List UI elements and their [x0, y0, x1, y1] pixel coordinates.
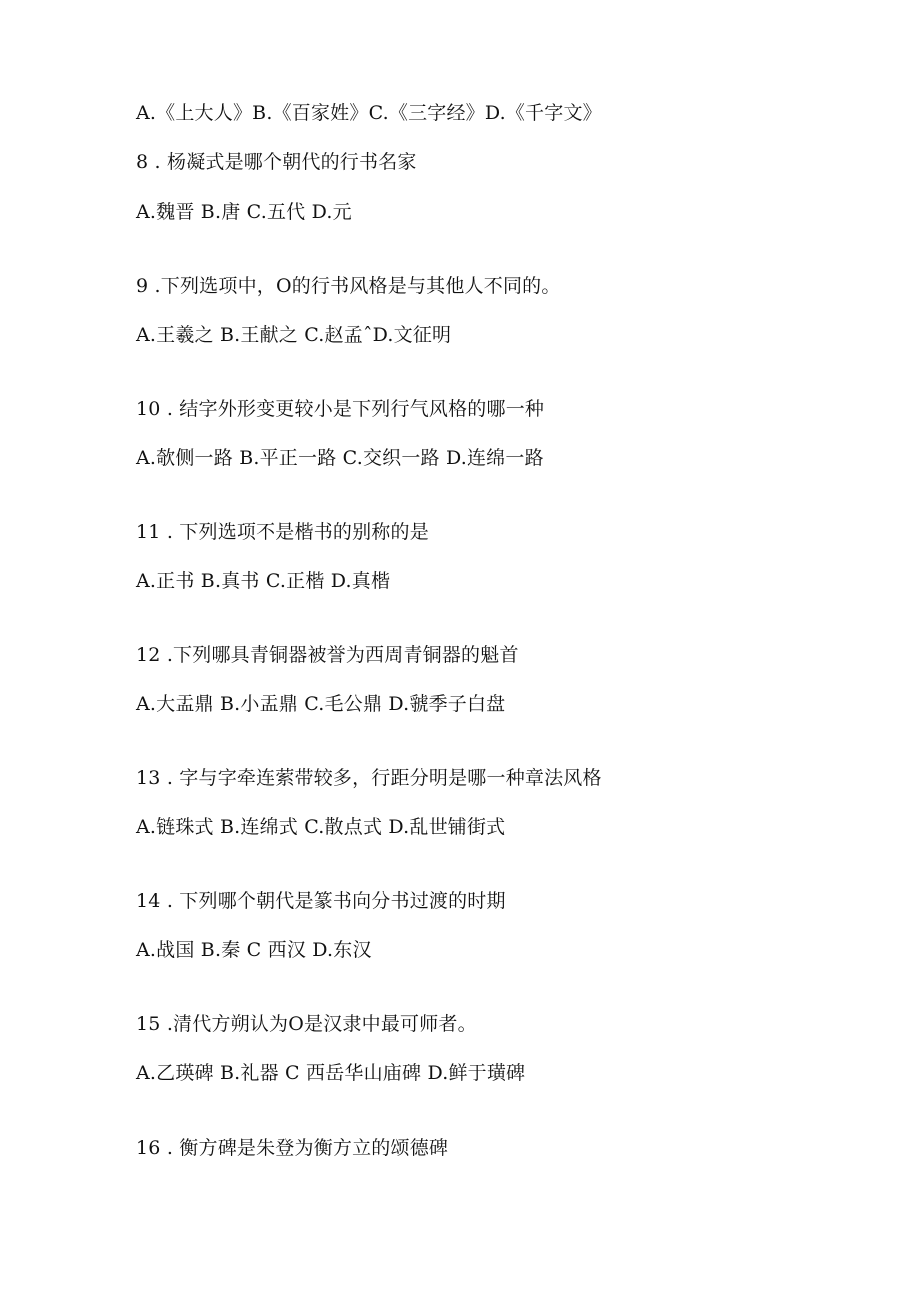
q15-question: 15 .清代方朔认为O是汉隶中最可师者。 — [136, 1013, 477, 1035]
q8-question: 8 . 杨凝式是哪个朝代的行书名家 — [136, 151, 417, 173]
q13-options: A.链珠式 B.连绵式 C.散点式 D.乱世铺街式 — [136, 816, 506, 838]
q14-options: A.战国 B.秦 C 西汉 D.东汉 — [136, 939, 372, 961]
q12-options: A.大盂鼎 B.小盂鼎 C.毛公鼎 D.虢季子白盘 — [136, 693, 506, 715]
q9-options: A.王羲之 B.王献之 C.赵孟ˆD.文征明 — [136, 324, 452, 346]
q11-question: 11 . 下列选项不是楷书的别称的是 — [136, 521, 429, 543]
q7-options: A.《上大人》B.《百家姓》C.《三字经》D.《千字文》 — [136, 102, 602, 124]
q10-question: 10 . 结字外形变更较小是下列行气风格的哪一种 — [136, 398, 545, 420]
q14-question: 14 . 下列哪个朝代是篆书向分书过渡的时期 — [136, 890, 506, 912]
q15-options: A.乙瑛碑 B.礼器 C 西岳华山庙碑 D.鲜于璜碑 — [136, 1062, 526, 1084]
q13-question: 13 . 字与字牵连萦带较多，行距分明是哪一种章法风格 — [136, 767, 602, 789]
q11-options: A.正书 B.真书 C.正楷 D.真楷 — [136, 570, 391, 592]
q9-question: 9 .下列选项中，O的行书风格是与其他人不同的。 — [136, 275, 561, 297]
q16-question: 16 . 衡方碑是朱登为衡方立的颂德碑 — [136, 1137, 449, 1159]
q12-question: 12 .下列哪具青铜器被誉为西周青铜器的魁首 — [136, 644, 519, 666]
q8-options: A.魏晋 B.唐 C.五代 D.元 — [136, 201, 352, 223]
q10-options: A.欹侧一路 B.平正一路 C.交织一路 D.连绵一路 — [136, 447, 544, 469]
